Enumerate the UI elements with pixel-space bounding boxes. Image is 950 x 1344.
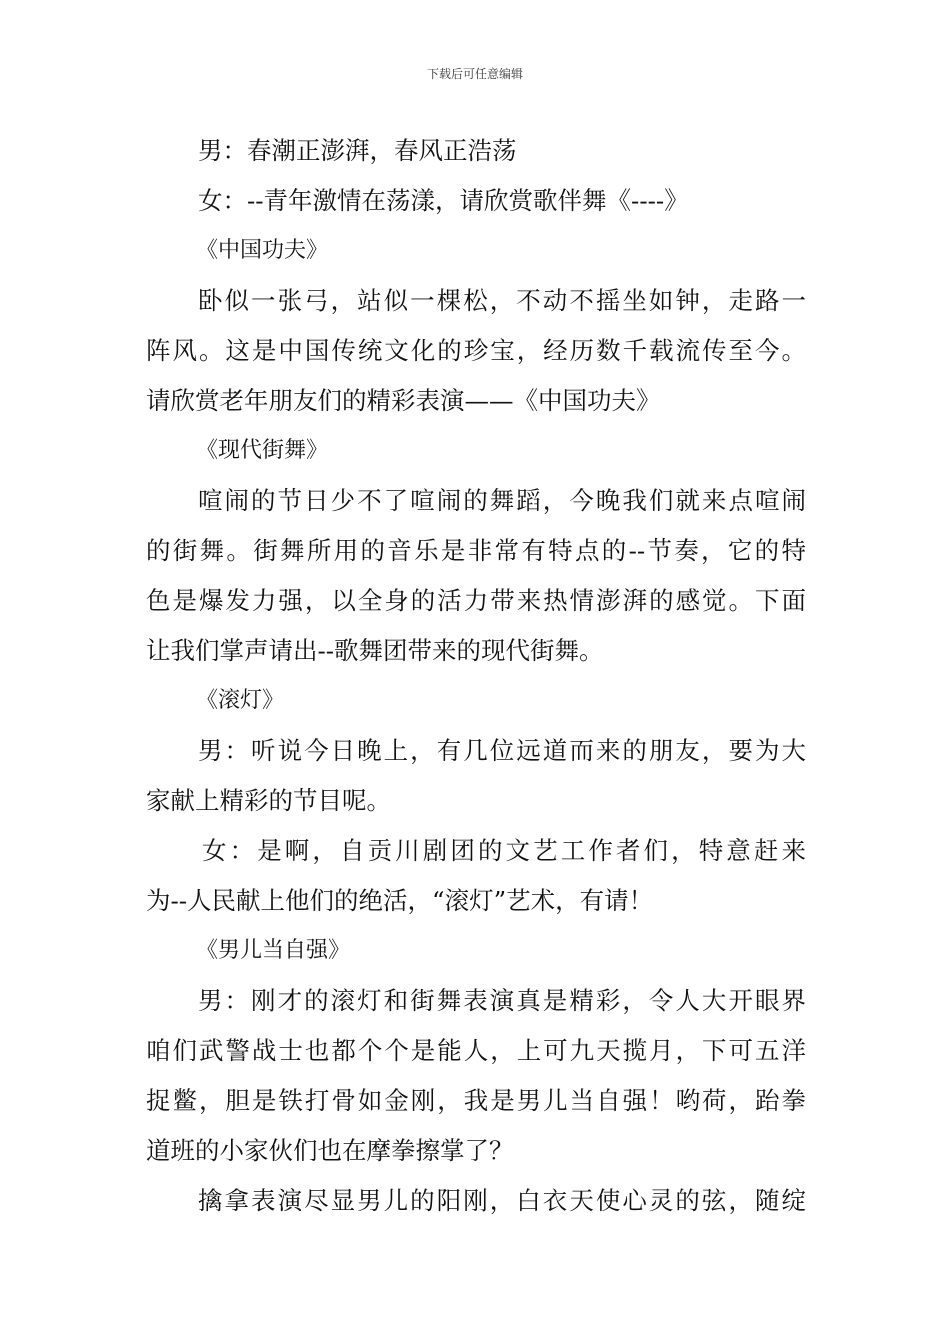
text-line: 的街舞。街舞所用的音乐是非常有特点的--节奏，它的特 bbox=[146, 536, 806, 565]
text-line: 色是爆发力强，以全身的活力带来热情澎湃的感觉。下面 bbox=[146, 586, 806, 615]
document-body bbox=[146, 126, 806, 1226]
text-line: 阵风。这是中国传统文化的珍宝，经历数千载流传至今。 bbox=[146, 336, 806, 365]
text-line: 男：春潮正澎湃，春风正浩荡 bbox=[198, 136, 517, 165]
text-line: 卧似一张弓，站似一棵松，不动不摇坐如钟，走路一 bbox=[198, 286, 806, 315]
text-line: 道班的小家伙们也在摩拳擦掌了？ bbox=[146, 1136, 514, 1165]
text-line: 让我们掌声请出--歌舞团带来的现代街舞。 bbox=[146, 636, 604, 665]
text-line: 男：刚才的滚灯和街舞表演真是精彩，令人大开眼界 bbox=[198, 986, 806, 1015]
text-line: 家献上精彩的节目呢。 bbox=[146, 786, 391, 815]
text-line: 咱们武警战士也都个个是能人，上可九天揽月，下可五洋 bbox=[146, 1036, 806, 1065]
section-title: 《滚灯》 bbox=[196, 688, 285, 713]
section-title: 《现代街舞》 bbox=[196, 438, 329, 463]
text-line: 擒拿表演尽显男儿的阳刚，白衣天使心灵的弦，随绽 bbox=[198, 1186, 806, 1215]
text-line: 为--人民献上他们的绝活，“滚灯”艺术，有请！ bbox=[146, 886, 654, 915]
text-line: 女：--青年激情在荡漾，请欣赏歌伴舞《----》 bbox=[198, 186, 689, 215]
text-line: 喧闹的节日少不了喧闹的舞蹈，今晚我们就来点喧闹 bbox=[198, 486, 806, 515]
text-line: 男：听说今日晚上，有几位远道而来的朋友，要为大 bbox=[198, 736, 806, 765]
page-header-note: 下载后可任意编辑 bbox=[426, 67, 523, 81]
text-line: 捉鳖，胆是铁打骨如金刚，我是男儿当自强！哟荷，跆拳 bbox=[146, 1086, 806, 1115]
section-title: 《男儿当自强》 bbox=[196, 938, 351, 963]
text-line: 请欣赏老年朋友们的精彩表演——《中国功夫》 bbox=[146, 386, 661, 415]
text-line: 女：是啊，自贡川剧团的文艺工作者们，特意赶来 bbox=[202, 836, 806, 865]
section-title: 《中国功夫》 bbox=[196, 238, 329, 263]
